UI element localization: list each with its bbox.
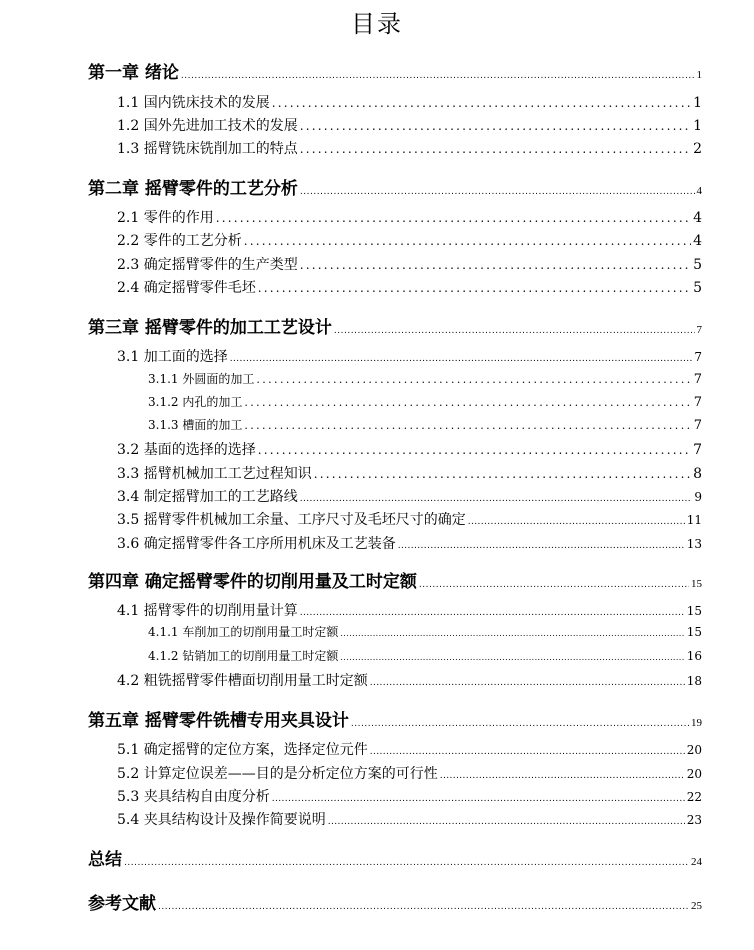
dot-leader — [370, 678, 685, 688]
toc-section-entry[interactable] — [117, 809, 702, 829]
dot-leader — [272, 794, 685, 804]
dot-leader — [300, 258, 691, 272]
toc-entry-label: 第四章 确定摇臂零件的切削用量及工时定额 — [88, 572, 417, 592]
toc-entry-label: 4.1 摇臂零件的切削用量计算 — [117, 603, 298, 619]
toc-page-number: 4 — [693, 210, 702, 226]
toc-subsection-entry[interactable] — [148, 416, 702, 433]
dot-leader — [340, 629, 684, 638]
toc-section-entry[interactable] — [117, 670, 702, 690]
toc-page-number: 15 — [691, 578, 702, 590]
dot-leader — [300, 494, 693, 504]
toc-page-number: 7 — [693, 418, 702, 433]
dot-leader — [272, 96, 691, 110]
toc-section-entry[interactable] — [117, 739, 702, 759]
toc-entry-label: 3.1.3 槽面的加工 — [148, 418, 243, 432]
toc-page-number: 5 — [693, 257, 702, 273]
dot-leader — [300, 119, 691, 133]
dot-leader — [216, 211, 691, 225]
dot-leader — [300, 608, 685, 618]
toc-entry-label: 3.6 确定摇臂零件各工序所用机床及工艺装备 — [117, 536, 396, 552]
toc-page-number: 11 — [686, 513, 702, 527]
toc-section-entry[interactable] — [117, 277, 702, 297]
dot-leader — [244, 396, 691, 409]
toc-page-number: 15 — [686, 625, 702, 639]
dot-leader — [256, 373, 691, 386]
toc-subsection-entry[interactable] — [148, 647, 702, 664]
toc-entry-label: 1.2 国外先进加工技术的发展 — [117, 118, 298, 134]
toc-page-number: 7 — [694, 350, 702, 364]
toc-page-number: 16 — [686, 649, 702, 663]
toc-page-number: 1 — [693, 118, 702, 134]
toc-entry-label: 4.1.1 车削加工的切削用量工时定额 — [148, 625, 339, 639]
dot-leader — [258, 281, 691, 295]
toc-section-entry[interactable] — [117, 486, 702, 506]
dot-leader — [340, 653, 684, 662]
dot-leader — [258, 443, 691, 457]
dot-leader — [398, 541, 685, 551]
toc-entry-label: 3.3 摇臂机械加工工艺过程知识 — [117, 466, 312, 482]
toc-page-number: 23 — [686, 813, 702, 827]
toc-chapter-entry[interactable] — [88, 313, 702, 338]
toc-section-entry[interactable] — [117, 115, 702, 135]
toc-chapter-entry[interactable] — [88, 567, 702, 592]
toc-page-number: 7 — [693, 372, 702, 387]
toc-entry-label: 3.2 基面的选择的选择 — [117, 442, 256, 458]
toc-chapter-entry[interactable] — [88, 889, 702, 914]
toc-page-number: 4 — [696, 185, 702, 197]
toc-page-number: 7 — [693, 442, 702, 458]
dot-leader — [244, 234, 691, 248]
toc-page-number: 4 — [693, 233, 702, 249]
toc-chapter-entry[interactable] — [88, 845, 702, 870]
toc-page-number: 8 — [693, 466, 702, 482]
toc-chapter-entry[interactable] — [88, 58, 702, 83]
toc-entry-label: 2.2 零件的工艺分析 — [117, 233, 242, 249]
dot-leader — [124, 858, 689, 868]
dot-leader — [440, 771, 685, 781]
toc-page-number: 5 — [693, 280, 702, 296]
toc-page-number: 1 — [696, 69, 702, 81]
dot-leader — [300, 187, 695, 197]
toc-section-entry[interactable] — [117, 533, 702, 553]
toc-page-number: 7 — [696, 324, 702, 336]
toc-section-entry[interactable] — [117, 439, 702, 459]
toc-section-entry[interactable] — [117, 254, 702, 274]
toc-entry-label: 3.5 摇臂零件机械加工余量、工序尺寸及毛坯尺寸的确定 — [117, 512, 466, 528]
dot-leader — [158, 902, 689, 912]
toc-page-number: 7 — [693, 395, 702, 410]
toc-entry-label: 4.2 粗铣摇臂零件槽面切削用量工时定额 — [117, 673, 368, 689]
dot-leader — [334, 326, 695, 336]
toc-page-number: 20 — [686, 743, 702, 757]
toc-entry-label: 3.4 制定摇臂加工的工艺路线 — [117, 489, 298, 505]
dot-leader — [351, 719, 689, 729]
toc-page-number: 2 — [693, 141, 702, 157]
toc-chapter-entry[interactable] — [88, 174, 702, 199]
toc-entry-label: 第三章 摇臂零件的加工工艺设计 — [88, 318, 332, 338]
toc-page-number: 19 — [691, 717, 702, 729]
toc-entry-label: 2.4 确定摇臂零件毛坯 — [117, 280, 256, 296]
toc-entry-label: 1.3 摇臂铣床铣削加工的特点 — [117, 141, 298, 157]
toc-subsection-entry[interactable] — [148, 623, 702, 640]
toc-page-number: 24 — [691, 856, 702, 868]
toc-page-number: 18 — [686, 674, 702, 688]
toc-entry-label: 第五章 摇臂零件铣槽专用夹具设计 — [88, 711, 349, 731]
toc-entry-label: 5.2 计算定位误差——目的是分析定位方案的可行性 — [117, 766, 438, 782]
toc-page-number: 22 — [686, 790, 702, 804]
toc-entry-label: 2.3 确定摇臂零件的生产类型 — [117, 257, 298, 273]
dot-leader — [181, 71, 695, 81]
toc-entry-label: 5.3 夹具结构自由度分析 — [117, 789, 270, 805]
toc-page-number: 13 — [686, 537, 702, 551]
toc-section-entry[interactable] — [117, 207, 702, 227]
toc-entry-label: 总结 — [88, 850, 122, 870]
toc-entry-label: 第二章 摇臂零件的工艺分析 — [88, 179, 298, 199]
dot-leader — [328, 817, 685, 827]
toc-entry-label: 4.1.2 钻销加工的切削用量工时定额 — [148, 649, 339, 663]
toc-chapter-entry[interactable] — [88, 706, 702, 731]
toc-entry-label: 1.1 国内铣床技术的发展 — [117, 95, 270, 111]
toc-section-entry[interactable] — [117, 92, 702, 112]
toc-entry-label: 5.1 确定摇臂的定位方案，选择定位元件 — [117, 742, 368, 758]
toc-page-number: 15 — [686, 604, 702, 618]
dot-leader — [370, 747, 685, 757]
dot-leader — [244, 419, 691, 432]
toc-section-entry[interactable] — [117, 786, 702, 806]
toc-entry-label: 3.1.2 内孔的加工 — [148, 395, 243, 409]
toc-entry-label: 参考文献 — [88, 894, 156, 914]
dot-leader — [300, 142, 691, 156]
toc-page-number: 20 — [686, 767, 702, 781]
toc-section-entry[interactable] — [117, 230, 702, 250]
toc-section-entry[interactable] — [117, 509, 702, 529]
toc-section-entry[interactable] — [117, 600, 702, 620]
toc-entry-label: 第一章 绪论 — [88, 63, 179, 83]
toc-entry-label: 5.4 夹具结构设计及操作简要说明 — [117, 812, 326, 828]
toc-entry-label: 3.1 加工面的选择 — [117, 349, 228, 365]
dot-leader — [230, 354, 693, 364]
toc-page-number: 1 — [693, 95, 702, 111]
toc-title: 目录 — [351, 10, 403, 38]
toc-subsection-entry[interactable] — [148, 370, 702, 387]
toc-entry-label: 3.1.1 外圆面的加工 — [148, 372, 255, 386]
dot-leader — [314, 467, 691, 481]
toc-section-entry[interactable] — [117, 463, 702, 483]
dot-leader — [419, 580, 689, 590]
toc-page-number: 25 — [691, 900, 702, 912]
toc-subsection-entry[interactable] — [148, 393, 702, 410]
toc-entry-label: 2.1 零件的作用 — [117, 210, 214, 226]
toc-section-entry[interactable] — [117, 346, 702, 366]
toc-page-number: 9 — [694, 490, 702, 504]
toc-section-entry[interactable] — [117, 763, 702, 783]
dot-leader — [468, 517, 685, 527]
toc-section-entry[interactable] — [117, 138, 702, 158]
